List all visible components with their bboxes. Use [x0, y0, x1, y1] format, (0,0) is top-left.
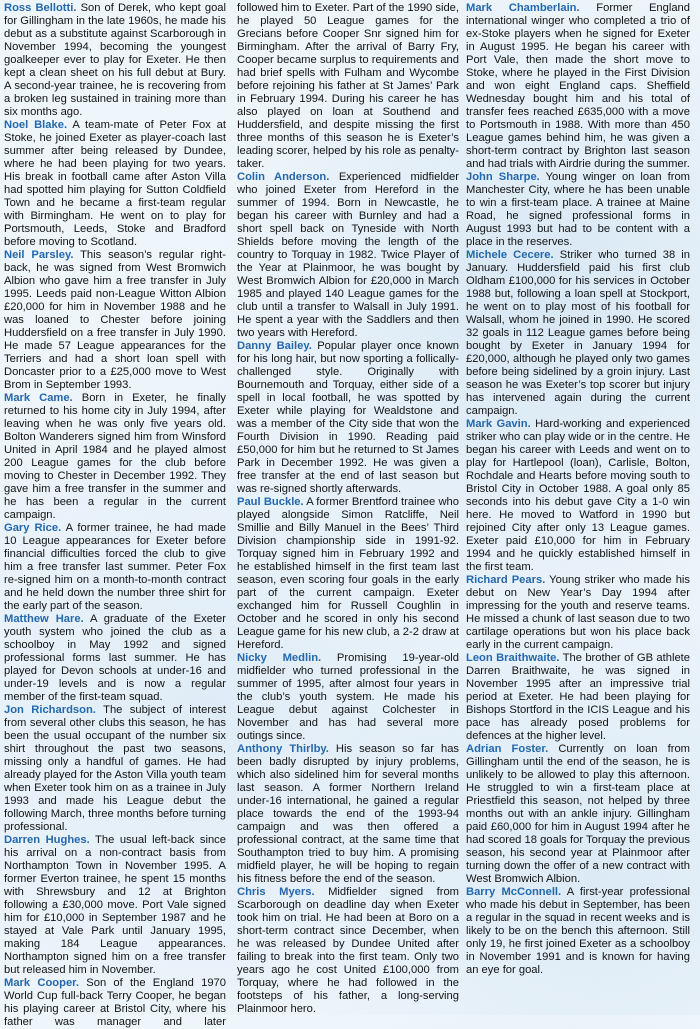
bio-richard-pears: [466, 574, 690, 652]
player-bio-text: Son of the England 1970 World Cup full-back Terry Cooper, he began his playing career at Bristol City, where his father was manager and later: [4, 977, 226, 1028]
player-name: Jon Richardson.: [4, 704, 96, 716]
bio-nicky-medlin: [237, 652, 459, 743]
bio-neil-parsley: [4, 249, 226, 392]
player-name: Michele Cecere.: [466, 249, 554, 261]
bio-chris-myers: [237, 886, 459, 1016]
player-bio-text: Popular player once known for his long hair, but now sporting a follically-challenged style. Originally with Bournemouth and Torquay, either side of a spell in local football, he was spotted by Exeter while playing for Wealdstone and was a member of the City side that won the Fourth Division in 1990. Reading paid £50,000 for him but he returned to St James Park in December 1992. He was given a free transfer at the end of last season but was re-signed shortly afterwards.: [237, 340, 459, 495]
bio-jon-richardson: [4, 704, 226, 834]
player-name: Nicky Medlin.: [237, 652, 322, 664]
player-bio-text: The usual left-back since his arrival on a non-contract basis from Northampton Town in November 1995. A former Everton trainee, he spent 15 months with Shrewsbury and 12 at Brighton following a £30,000 move. Port Vale signed him for £10,000 in September 1987 and he stayed at Vale Park until January 1995, making 184 League appearances. Northampton signed him on a free transfer but released him in November.: [4, 834, 226, 976]
bio-mark-came: [4, 392, 226, 522]
bio-john-sharpe: [466, 171, 690, 249]
player-name: Adrian Foster.: [466, 743, 549, 755]
player-bio-text: His season so far has been badly disrupted by injury problems, which also sidelined him for several months last season. A former Northern Ireland under-16 international, he gained a regular place towards the end of the 1993-94 campaign and was then offered a professional contract, at the same time that Southampton tried to buy him. A promising midfield player, he will be hoping to regain his fitness before the end of the season.: [237, 743, 460, 885]
player-bio-text: Hard-working and experienced striker who can play wide or in the centre. He began his career with Leeds and went on to play for Hartlepool (loan), Carlisle, Bolton, Rochdale and Hearts before moving south to Bristol City in October 1988. A goal only 85 seconds into his debut gave City a 1-0 win here. He moved to Watford in 1990 but rejoined City after only 13 League games. Exeter paid £10,000 for him in February 1994 and he quickly established himself in the first team.: [466, 418, 691, 573]
bio-mark-cooper-continued: [237, 2, 459, 171]
player-name: Mark Chamberlain.: [466, 2, 580, 14]
player-bio-text: The brother of GB athlete Darren Braithwaite, he was signed in November 1995 after an impressive trial period at Exeter. He had been playing for Bishops Stortford in the ICIS League and his pace has already posed problems for defences at the higher level.: [466, 652, 690, 742]
player-bio-text: A graduate of the Exeter youth system who joined the club as a schoolboy in May 1992 and signed professional forms last summer. He has played for Devon schools at under-16 and under-19 levels and is now a regular member of the first-team squad.: [4, 613, 226, 703]
text-column-3: [466, 2, 690, 977]
player-name: Colin Anderson.: [237, 171, 330, 183]
player-bio-text: A team-mate of Peter Fox at Stoke, he joined Exeter as player-coach last summer after being released by Dundee, where he had been playing for two years. His break in football came after Aston Villa had spotted him playing for Sutton Coldfield Town and he became a first-team regular with Birmingham. He went on to play for Portsmouth, Leeds, Stoke and Bradford before moving to Scotland.: [4, 119, 226, 248]
player-name: Chris Myers.: [237, 886, 315, 898]
player-name: Barry McConnell.: [466, 886, 562, 898]
player-name: Matthew Hare.: [4, 613, 84, 625]
player-name: Mark Cooper.: [4, 977, 80, 989]
player-name: John Sharpe.: [466, 171, 540, 183]
player-bio-text: A former Brentford trainee who played alongside Simon Ratcliffe, Neil Smillie and Billy Manuel in the Bees’ Third Division championship side in 1991-92. Torquay signed him in February 1992 and he established himself in the first team last season, even scoring four goals in the early part of the current campaign. Exeter exchanged him for Russell Coughlin in October and he scored in only his second League game for his new club, a 2-2 draw at Hereford.: [237, 496, 459, 651]
player-bio-text: Promising 19-year-old midfielder who turned professional in the summer of 1995, after almost four years in the club’s youth system. He made his League debut against Colchester in November and has had several more outings since.: [237, 652, 460, 742]
player-name: Ross Bellotti.: [4, 2, 77, 14]
player-bio-text: Striker who turned 38 in January. Huddersfield paid his first club Oldham £100,000 for his services in October 1988 but, following a loan spell at Stockport, he went on to play most of his football for Walsall, whom he joined in 1990. He scored 32 goals in 112 League games before being bought by Exeter in January 1994 for £20,000, although he played only two games before being sidelined by a groin injury. Last season he was Exeter’s top scorer but injury has intervened again during the current campaign.: [466, 249, 691, 417]
bio-leon-braithwaite: [466, 652, 690, 743]
bio-darren-hughes: [4, 834, 226, 977]
bio-anthony-thirlby: [237, 743, 459, 886]
player-bio-text: Currently on loan from Gillingham until the end of the season, he is unlikely to be allowed to play this afternoon. He struggled to win a first-team place at Priestfield this season, not helped by three months out with an ankle injury. Gillingham paid £60,000 for him in August 1994 after he had scored 18 goals for Torquay the previous season, his second year at Plainmoor after turning down the offer of a new contract with West Bromwich Albion.: [466, 743, 690, 885]
player-bio-text: Born in Exeter, he finally returned to his home city in July 1994, after leaving when he was only five years old. Bolton Wanderers signed him from Winsford United in April 1984 and he played almost 200 League games for the club before moving to Chester in December 1992. They gave him a free transfer in the summer and he has been a regular in the current campaign.: [4, 392, 226, 521]
bio-paul-buckle: [237, 496, 459, 652]
player-name: Leon Braithwaite.: [466, 652, 560, 664]
bio-adrian-foster: [466, 743, 690, 886]
player-bio-text: A first-year professional who made his debut in September, has been a regular in the squad in recent weeks and is likely to be on the bench this afternoon. Still only 19, he first joined Exeter as a schoolboy in November 1991 and is known for having an eye for goal.: [466, 886, 690, 976]
player-bio-text: The subject of interest from several other clubs this season, he has been the usual occupant of the number six shirt throughout the past two seasons, missing only a handful of games. He had already played for the Aston Villa youth team when Exeter took him on as a trainee in July 1993 and made his League debut the following March, three months before turning professional.: [4, 704, 226, 833]
bio-mark-chamberlain: [466, 2, 690, 171]
player-name: Neil Parsley.: [4, 249, 74, 261]
text-column-1: [4, 2, 226, 1029]
bio-michele-cecere: [466, 249, 690, 418]
player-name: Gary Rice.: [4, 522, 62, 534]
bio-ross-bellotti: [4, 2, 226, 119]
player-bio-text: Midfielder signed from Scarborough on deadline day when Exeter took him on trial. He had been at Boro on a short-term contract since December, when he was released by Dundee United after failing to break into the first team. Only two years ago he cost United £100,000 from Torquay, where he had followed in the footsteps of his father, a long-serving Plainmoor hero.: [237, 886, 460, 1015]
player-bio-text: A former trainee, he had made 10 League appearances for Exeter before financial difficulties forced the club to give him a free transfer last summer. Peter Fox re-signed him on a month-to-month contract and he held down the number three shirt for the early part of the season.: [4, 522, 226, 612]
bio-noel-blake: [4, 119, 226, 249]
bio-barry-mcconnell: [466, 886, 690, 977]
player-name: Richard Pears.: [466, 574, 546, 586]
player-name: Danny Bailey.: [237, 340, 312, 352]
bio-matthew-hare: [4, 613, 226, 704]
text-column-2: [237, 2, 459, 1016]
player-name: Noel Blake.: [4, 119, 68, 131]
player-bio-text: Young striker who made his debut on New Year’s Day 1994 after impressing for the youth and reserve teams. He missed a chunk of last season due to two cartilage operations but won his place back early in the current campaign.: [466, 574, 690, 651]
player-bio-text: Son of Derek, who kept goal for Gillingham in the late 1960s, he made his debut as a substitute against Scarborough in November 1994, becoming the youngest goalkeeper ever to play for Exeter. He then kept a clean sheet on his full debut at Bury. A second-year trainee, he is recovering from a broken leg sustained in training more than six months ago.: [4, 2, 226, 118]
bio-danny-bailey: [237, 340, 459, 496]
player-bio-text: This season’s regular right-back, he was signed from West Bromwich Albion who gave him a free transfer in July 1995. Leeds paid non-League Witton Albion £20,000 for him in November 1988 and he was loaned to Chester before joining Huddersfield on a free transfer in July 1990. He made 57 League appearances for the Terriers and had a short loan spell with Doncaster prior to a £25,000 move to West Brom in September 1993.: [4, 249, 227, 391]
player-name: Anthony Thirlby.: [237, 743, 329, 755]
player-name: Mark Came.: [4, 392, 73, 404]
player-name: Mark Gavin.: [466, 418, 531, 430]
bio-mark-cooper: [4, 977, 226, 1029]
player-name: Darren Hughes.: [4, 834, 90, 846]
player-bio-text: followed him to Exeter. Part of the 1990 side, he played 50 League games for the Grecians before Cooper Snr signed him for Birmingham. After the arrival of Barry Fry, Cooper became surplus to requirements and had brief spells with Fulham and Wycombe before rejoining his father at St James’ Park in February 1994. During his career he has also played on loan at Southend and Huddersfield, and despite missing the first three months of this season he is Exeter’s leading scorer, helped by his role as penalty-taker.: [237, 2, 460, 170]
bio-mark-gavin: [466, 418, 690, 574]
player-bio-text: Young winger on loan from Manchester City, where he has been unable to win a first-team place. A trainee at Maine Road, he signed professional forms in August 1993 but had to be content with a place in the reserves.: [466, 171, 690, 248]
player-name: Paul Buckle.: [237, 496, 304, 508]
player-bio-text: Former England international winger who completed a trio of ex-Stoke players when he signed for Exeter in August 1995. He began his career with Port Vale, then made the short move to Stoke, where he played in the First Division and won eight England caps. Sheffield Wednesday bought him and his total of transfer fees reached £635,000 with a move to Portsmouth in 1988. With more than 450 League games behind him, he was given a short-term contract by Brighton last season and had trials with Airdrie during the summer.: [466, 2, 690, 170]
player-bio-text: Experienced midfielder who joined Exeter from Hereford in the summer of 1994. Born in Newcastle, he began his career with Burnley and had a short spell back on Tyneside with North Shields before moving the length of the country to Torquay in 1982. Twice Player of the Year at Plainmoor, he was bought by West Bromwich Albion for £20,000 in March 1985 and played 140 League games for the club until a transfer to Walsall in July 1991. He spent a year with the Saddlers and then two years with Hereford.: [237, 171, 459, 339]
bio-gary-rice: [4, 522, 226, 613]
bio-colin-anderson: [237, 171, 459, 340]
